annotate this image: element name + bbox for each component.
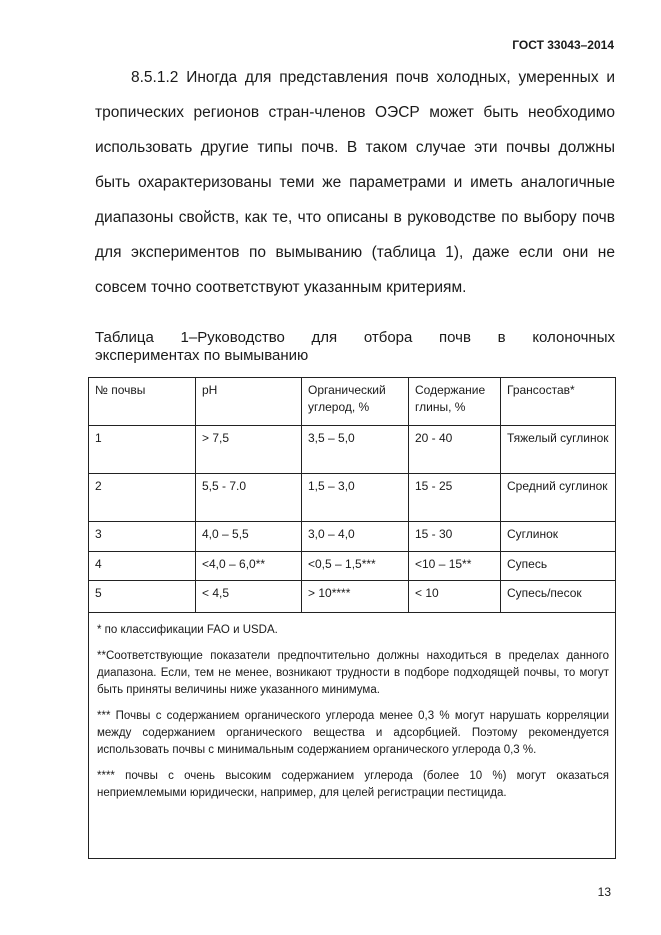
soil-selection-table [88,377,616,613]
table-cell: 15 - 30 [409,522,501,552]
header-cell-clay-content: Содержание глины, % [409,378,501,426]
table-cell: Супесь [501,552,616,581]
table-cell: 15 - 25 [409,474,501,522]
table-cell: > 10**** [302,581,409,613]
table-cell: 4,0 – 5,5 [196,522,302,552]
table-caption-line1: Таблица 1–Руководство для отбора почв в колоночных [95,329,615,346]
table-header-row [89,378,616,426]
header-cell-soil-number: № почвы [89,378,196,426]
section-number: 8.5.1.2 [131,69,179,86]
table-cell: <10 – 15** [409,552,501,581]
table-cell: > 7,5 [196,426,302,474]
table-cell: Тяжелый суглинок [501,426,616,474]
table-cell: 3 [89,522,196,552]
table-caption-line2: экспериментах по вымыванию [95,347,309,364]
table-cell: Супесь/песок [501,581,616,613]
header-cell-ph: pH [196,378,302,426]
table-cell: 5,5 - 7.0 [196,474,302,522]
table-cell: 1,5 – 3,0 [302,474,409,522]
table-cell: 1 [89,426,196,474]
table-row [89,426,616,474]
table-note: *** Почвы с содержанием органического углерода менее 0,3 % могут нарушать корреляции между содержанием органического вещества и адсорбцией. Поэтому рекомендуется использовать почвы с минимальным содержанием органического углерода 0,3 %. [97,710,609,756]
table-caption [95,329,615,365]
table-cell: 3,0 – 4,0 [302,522,409,552]
table-cell: < 10 [409,581,501,613]
table-cell: 4 [89,552,196,581]
table-row [89,581,616,613]
header-cell-organic-carbon: Органический углерод, % [302,378,409,426]
table-row [89,522,616,552]
table-note: **Соответствующие показатели предпочтительно должны находиться в пределах данного диапазона. Если, тем не менее, возникают трудности в подборе подходящей почвы, то могут быть приняты величины ниже указанного минимума. [97,650,609,696]
table-cell: 3,5 – 5,0 [302,426,409,474]
table-cell: <0,5 – 1,5*** [302,552,409,581]
table-row [89,474,616,522]
table-cell: Средний суглинок [501,474,616,522]
table-cell: <4,0 – 6,0** [196,552,302,581]
header-cell-texture: Грансостав* [501,378,616,426]
table-row [89,552,616,581]
table-cell: 20 - 40 [409,426,501,474]
table-cell: 5 [89,581,196,613]
table-note: **** почвы с очень высоким содержанием углерода (более 10 %) могут оказаться неприемлемыми юридически, например, для целей регистрации пестицида. [97,770,609,799]
table-note: * по классификации FAO и USDA. [97,624,278,636]
table-cell: 2 [89,474,196,522]
document-code: ГОСТ 33043–2014 [512,38,614,52]
page-number: 13 [597,885,611,899]
table-notes [88,612,616,859]
paragraph-text: Иногда для представления почв холодных, умеренных и тропических регионов стран-членов ОЭСР может быть необходимо использовать другие типы почв. В таком случае эти почвы должны быть охарактеризованы теми же параметрами и иметь аналогичные диапазоны свойств, как те, что описаны в руководстве по выбору почв для экспериментов по вымыванию (таблица 1), даже если они не совсем точно соответствуют указанным критериям. [95,69,616,296]
table-cell: < 4,5 [196,581,302,613]
body-paragraph [95,60,615,305]
table-cell: Суглинок [501,522,616,552]
